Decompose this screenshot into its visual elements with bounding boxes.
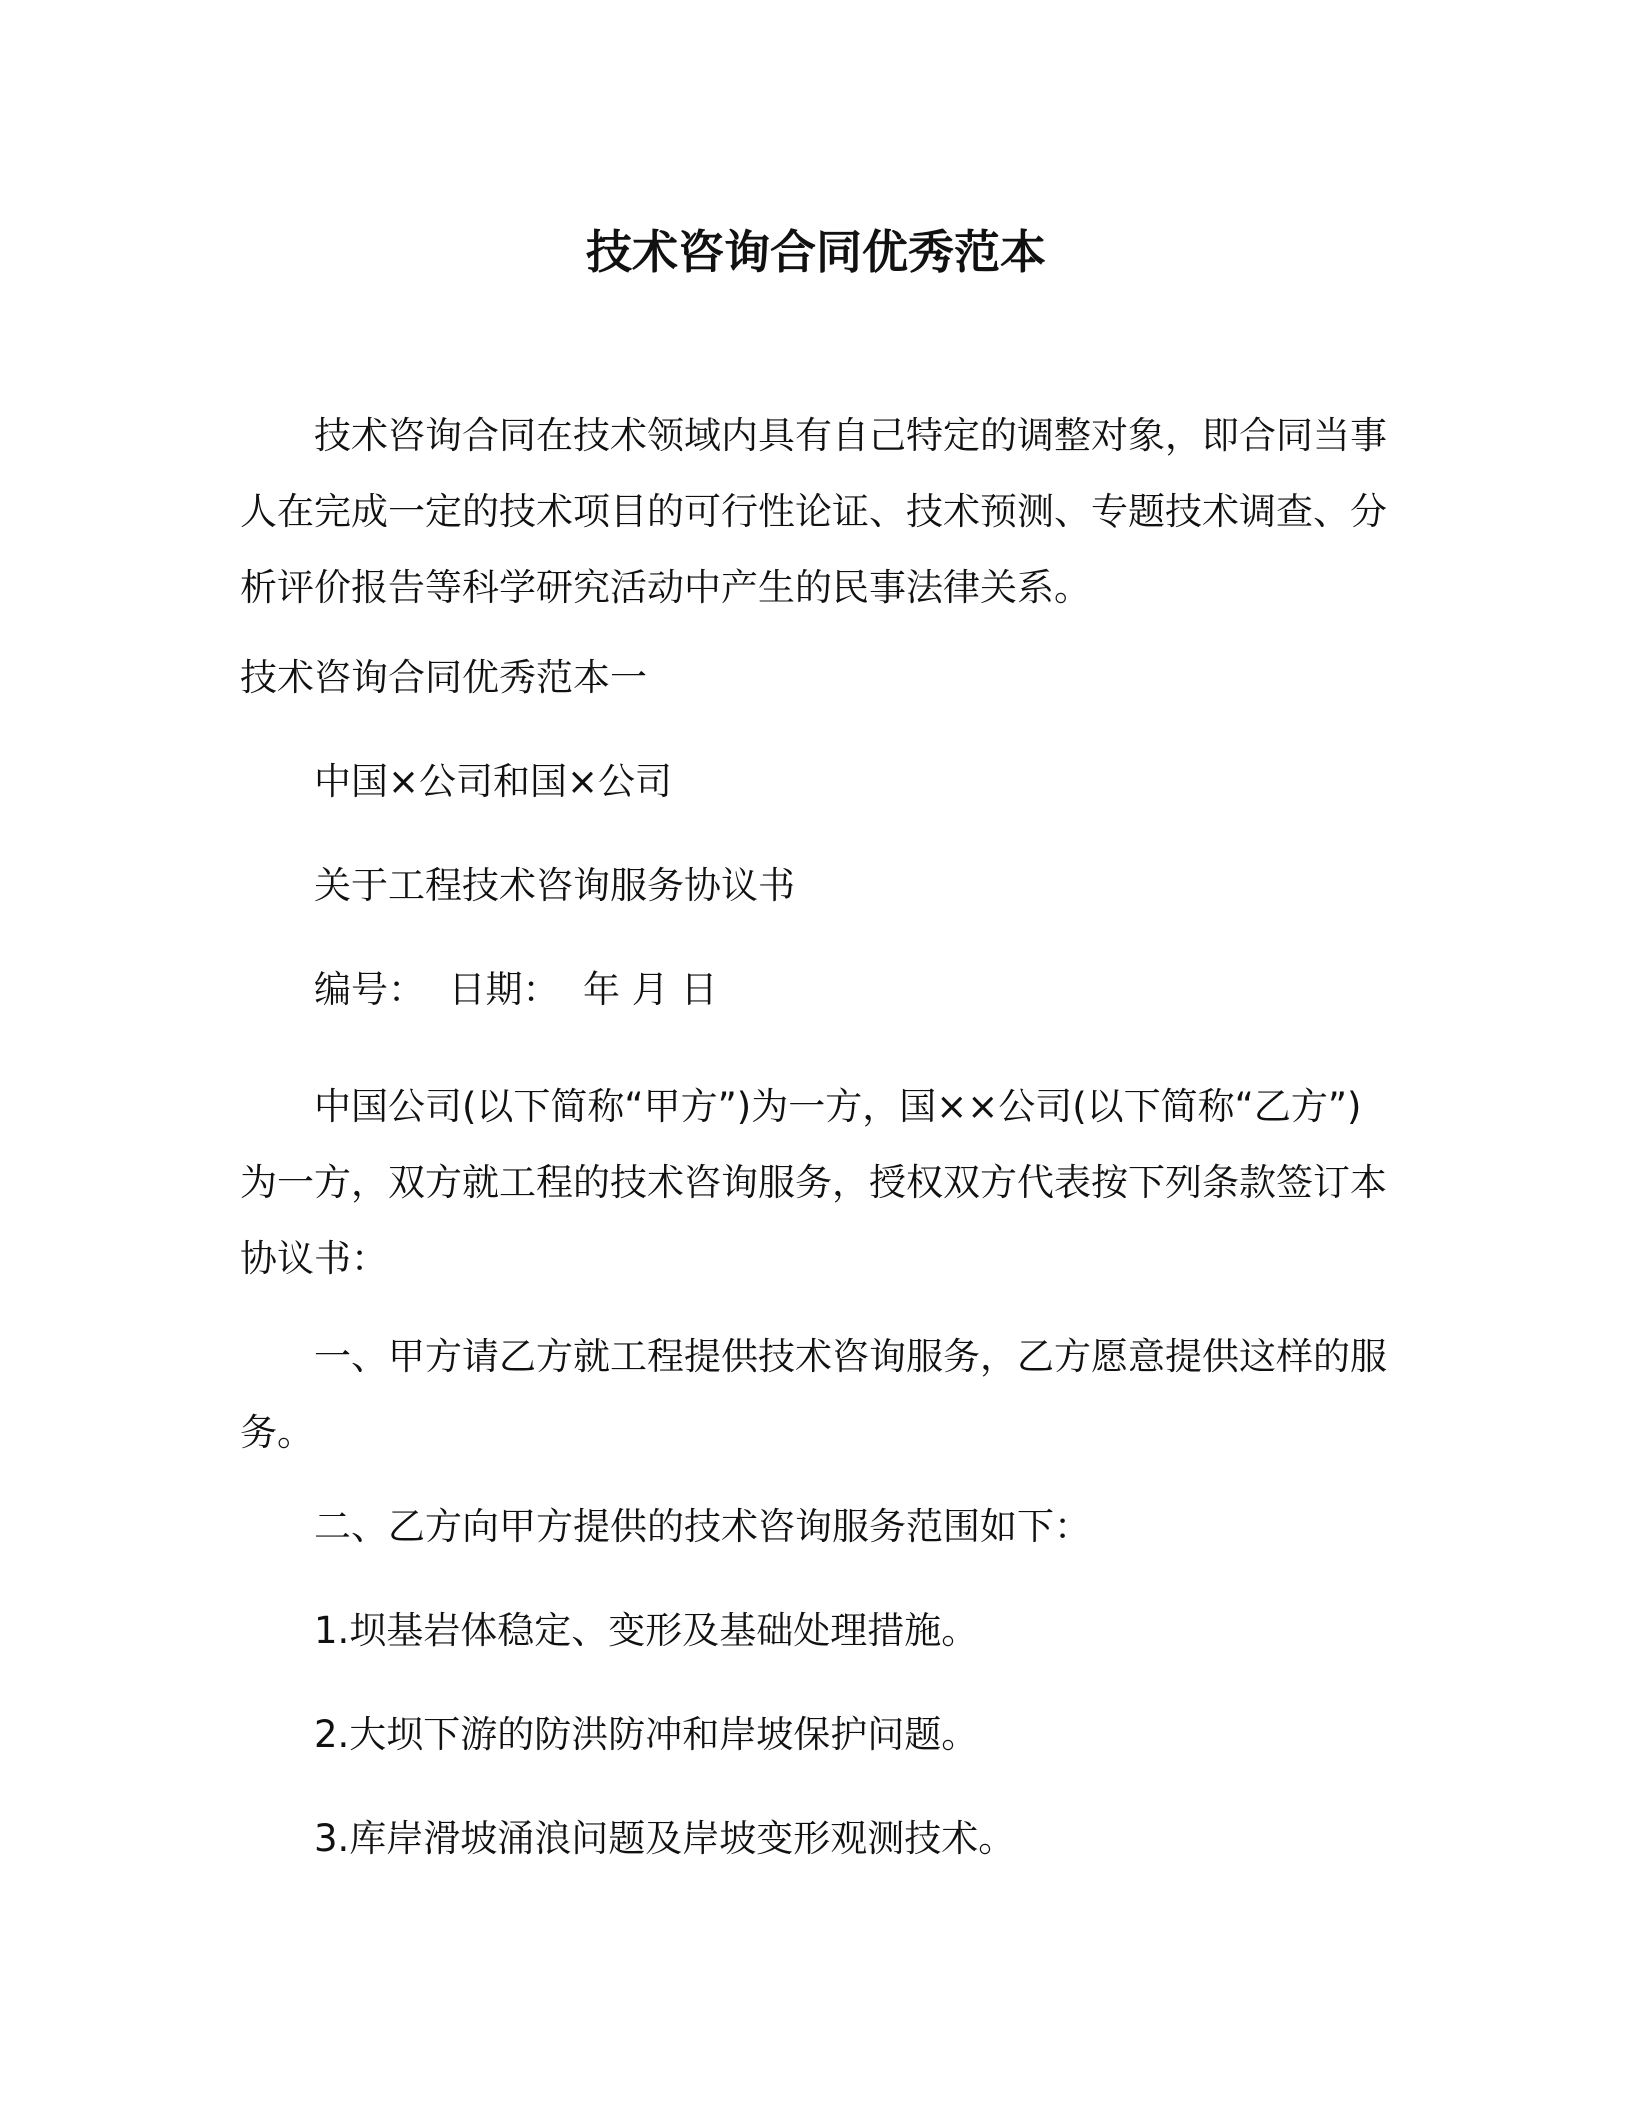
intro-paragraph: 技术咨询合同在技术领域内具有自己特定的调整对象，即合同当事人在完成一定的技术项目的可行性论证、技术预测、专题技术调查、分析评价报告等科学研究活动中产生的民事法律关系。 bbox=[240, 414, 1387, 609]
number-date-line: 编号： 日期： 年 月 日 bbox=[314, 968, 718, 1011]
page-title: 技术咨询合同优秀范本 bbox=[586, 225, 1046, 279]
clause-two: 二、乙方向甲方提供的技术咨询服务范围如下： bbox=[314, 1505, 1091, 1548]
agreement-title: 关于工程技术咨询服务协议书 bbox=[314, 864, 795, 907]
parties-line: 中国×公司和国×公司 bbox=[314, 760, 673, 803]
clause-one: 一、甲方请乙方就工程提供技术咨询服务，乙方愿意提供这样的服务。 bbox=[240, 1335, 1387, 1454]
list-item: 2.大坝下游的防洪防冲和岸坡保护问题。 bbox=[314, 1713, 979, 1756]
preamble-paragraph: 中国公司(以下简称“甲方”)为一方，国××公司(以下简称“乙方”) 为一方，双方就工程的技术咨询服务，授权双方代表按下列条款签订本协议书： bbox=[240, 1085, 1387, 1280]
list-item: 1.坝基岩体稳定、变形及基础处理措施。 bbox=[314, 1609, 979, 1652]
section-heading: 技术咨询合同优秀范本一 bbox=[240, 656, 647, 699]
list-item: 3.库岸滑坡涌浪问题及岸坡变形观测技术。 bbox=[314, 1817, 1016, 1860]
